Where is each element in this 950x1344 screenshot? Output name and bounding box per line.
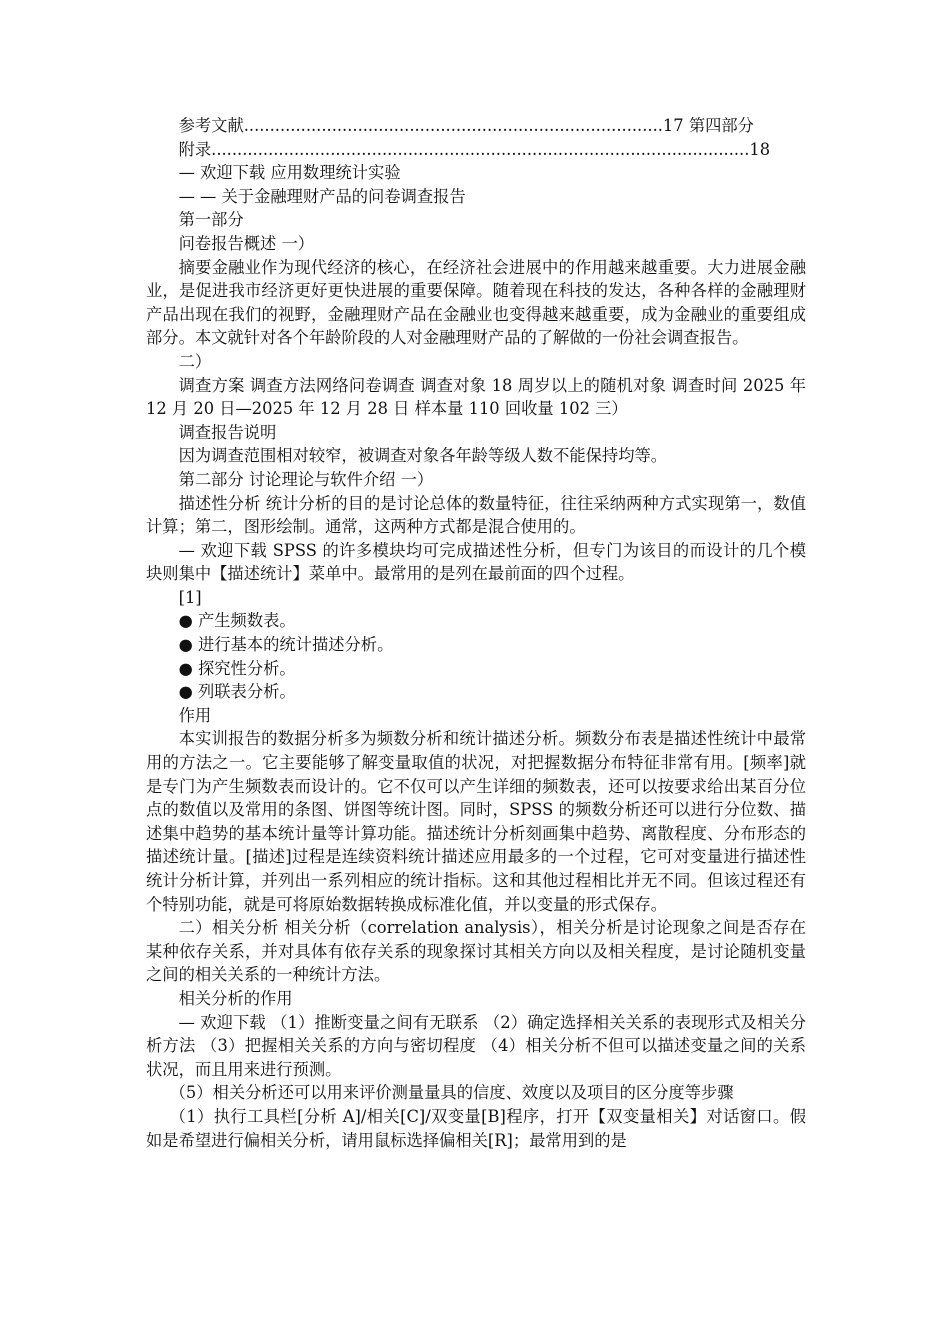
descriptive-paragraph: 描述性分析 统计分析的目的是讨论总体的数量特征，往往采纳两种方式实现第一，数值计算；第二，图形绘制。通常，这两种方式都是混合使用的。: [146, 493, 806, 537]
document-page: [146, 114, 806, 1152]
correlation-role-paragraph: — 欢迎下载 （1）推断变量之间有无联系 （2）确定选择相关关系的表现形式及相关分析方法 （3）把握相关关系的方向与密切程度 （4）相关分析不但可以描述变量之间的关系状况，而且用来进行预测。: [146, 1012, 806, 1079]
survey-note-heading: 调查报告说明: [178, 422, 277, 442]
role-paragraph: 本实训报告的数据分析多为频数分析和统计描述分析。频数分布表是描述性统计中最常用的方法之一。它主要能够了解变量取值的状况，对把握数据分布特征非常有用。[频率]就是专门为产生频数表而设计的。它不仅可以产生详细的频数表，还可以按要求给出某百分位点的数值以及常用的条图、饼图等统计图。同时，SPSS 的频数分析还可以进行分位数、描述集中趋势的基本统计量等计算功能。描述统计分析刻画集中趋势、离散程度、分布形态的描述统计量。[描述]过程是连续资料统计描述应用最多的一个过程，它可对变量进行描述性统计分析计算，并列出一系列相应的统计指标。这和其他过程相比并无不同。但该过程还有个特别功能，就是可将原始数据转换成标准化值，并以变量的形式保存。: [146, 729, 806, 914]
survey-plan-paragraph: 调查方案 调查方法网络问卷调查 调查对象 18 周岁以上的随机对象 调查时间 2025 年 12 月 20 日—2025 年 12 月 28 日 样本量 110 回收量 102 三）: [146, 375, 806, 419]
correlation-role-heading: 相关分析的作用: [178, 988, 293, 1008]
abstract-paragraph: 摘要金融业作为现代经济的核心，在经济社会进展中的作用越来越重要。大力进展金融业，是促进我市经济更好更快进展的重要保障。随着现在科技的发达，各种各样的金融理财产品出现在我们的视野，金融理财产品在金融业也变得越来越重要，成为金融业的重要组成部分。本文就针对各个年龄阶段的人对金融理财产品的了解做的一份社会调查报告。: [146, 257, 806, 348]
part-two-heading: 第二部分 讨论理论与软件介绍 一）: [178, 469, 434, 489]
survey-note-paragraph: 因为调查范围相对较窄，被调查对象各年龄等级人数不能保持均等。: [178, 446, 668, 466]
toc-line-appendix: 附录........................................................................................................18: [178, 139, 771, 159]
part-one-heading: 第一部分: [178, 210, 244, 230]
bullet-item: ● 探究性分析。: [178, 658, 296, 678]
bullet-item: ● 进行基本的统计描述分析。: [178, 635, 394, 655]
section-two-heading: 二）: [178, 351, 212, 371]
header-line: — 欢迎下载 应用数理统计实验: [178, 163, 401, 183]
spss-modules-paragraph: — 欢迎下载 SPSS 的许多模块均可完成描述性分析，但专门为该目的而设计的几个模块则集中【描述统计】菜单中。最常用的是列在最前面的四个过程。: [146, 540, 806, 584]
bullet-item: ● 列联表分析。: [178, 682, 296, 702]
reference-marker: [1]: [178, 587, 202, 607]
toc-line-references: 参考文献.................................................................................17 第四部分: [178, 116, 754, 135]
correlation-paragraph: 二）相关分析 相关分析（correlation analysis），相关分析是讨论现象之间是否存在某种依存关系，并对具体有依存关系的现象探讨其相关方向以及相关程度，是讨论随机变量之间的相关关系的一种统计方法。: [146, 918, 806, 985]
role-heading: 作用: [178, 705, 212, 725]
report-title: — — 关于金融理财产品的问卷调查报告: [178, 186, 466, 206]
correlation-role-5-paragraph: （5）相关分析还可以用来评价测量量具的信度、效度以及项目的区分度等步骤: [169, 1083, 734, 1103]
bullet-item: ● 产生频数表。: [178, 611, 296, 631]
section-overview-heading: 问卷报告概述 一）: [178, 233, 315, 253]
steps-paragraph: （1）执行工具栏[分析 A]/相关[C]/双变量[B]程序，打开【双变量相关】对话窗口。假如是希望进行偏相关分析，请用鼠标选择偏相关[R]；最常用到的是: [146, 1106, 806, 1150]
